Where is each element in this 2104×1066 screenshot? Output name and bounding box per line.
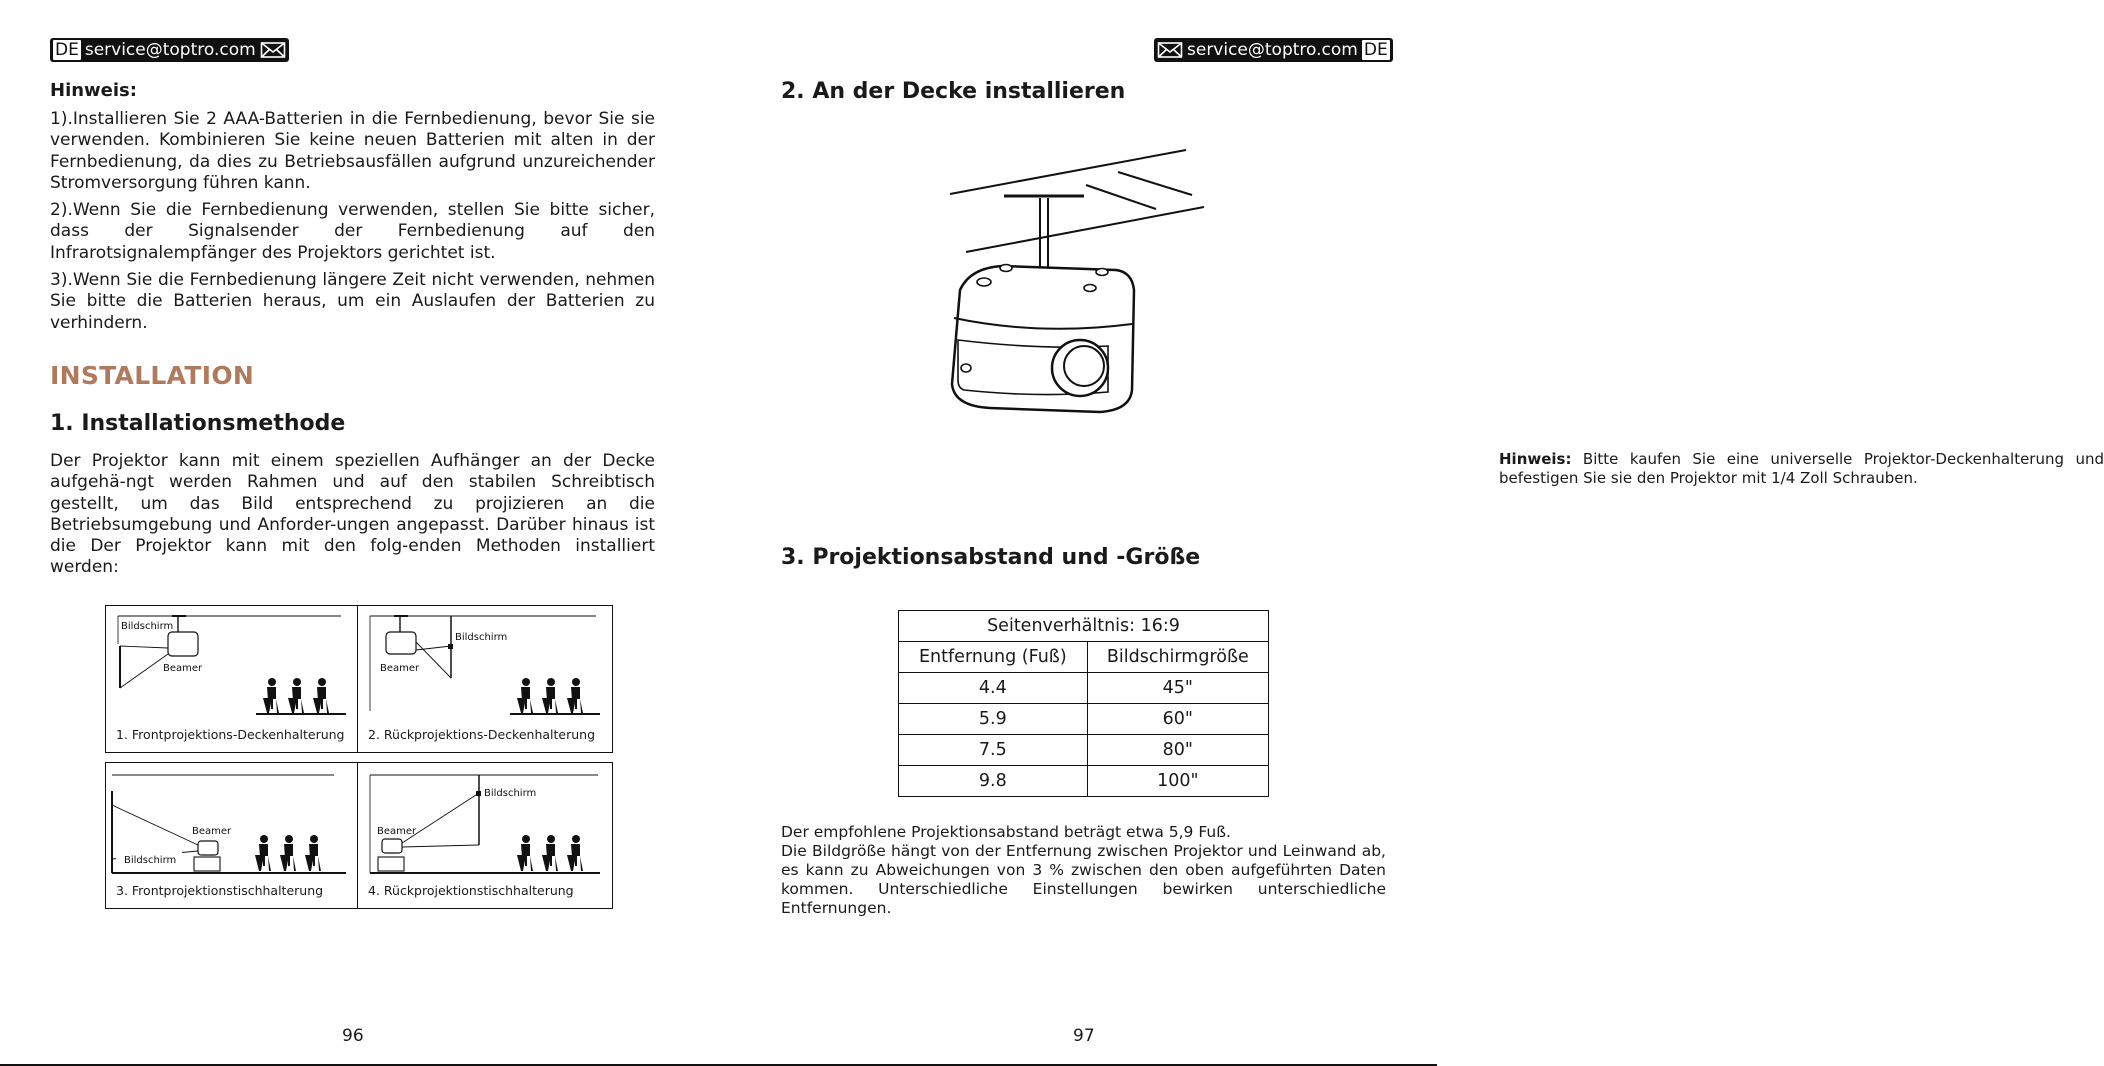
table-row bbox=[899, 735, 1269, 766]
ceiling-heading: 2. An der Decke installieren bbox=[781, 79, 1126, 104]
language-code: DE bbox=[1363, 40, 1388, 60]
method-heading: 1. Installationsmethode bbox=[50, 411, 346, 436]
method-text: Der Projektor kann mit einem speziellen Aufhänger an der Decke aufgehä-ngt werden Rahmen und auf den stabilen Schreibtisch gestellt, um das Bild entsprechend zu projizieren an die Betriebsumgebung und Anforder-ungen angepasst. Darüber hinaus ist die Der Projektor kann mit den folg-enden Methoden installiert werden: bbox=[50, 451, 655, 578]
table-row bbox=[899, 673, 1269, 704]
diagram-rear-ceiling bbox=[357, 605, 613, 753]
distance-text bbox=[781, 823, 1386, 918]
table-header-distance: Entfernung (Fuß) bbox=[899, 642, 1088, 673]
ceiling-projector-illustration bbox=[940, 140, 1220, 430]
screen-label: Bildschirm bbox=[484, 788, 537, 799]
audience-icon bbox=[255, 835, 321, 871]
size-cell: 45" bbox=[1087, 673, 1268, 704]
table-header-size: Bildschirmgröße bbox=[1087, 642, 1268, 673]
page-number-left: 96 bbox=[342, 1026, 364, 1046]
distance-heading: 3. Projektionsabstand und -Größe bbox=[781, 545, 1201, 570]
diagram-caption: 4. Rückprojektionstischhalterung bbox=[368, 883, 574, 898]
ceiling-note-label: Hinweis: bbox=[1499, 450, 1572, 468]
projector-label: Beamer bbox=[377, 826, 417, 837]
table-row bbox=[899, 704, 1269, 735]
projection-distance-table bbox=[898, 610, 1269, 797]
left-page bbox=[0, 0, 718, 1064]
note-2: 2).Wenn Sie die Fernbedienung verwenden, stellen Sie bitte sicher, dass der Signalsender der Fernbedienung auf den Infrarotsignalempfänger des Projektors gerichtet ist. bbox=[50, 200, 655, 263]
language-code: DE bbox=[55, 40, 79, 60]
contact-badge-right bbox=[1154, 38, 1393, 62]
envelope-icon bbox=[260, 41, 286, 59]
diagram-front-table bbox=[105, 762, 358, 909]
note-title: Hinweis: bbox=[50, 80, 137, 101]
diagram-caption: 2. Rückprojektions-Deckenhalterung bbox=[368, 727, 596, 742]
screen-label: Bildschirm bbox=[121, 621, 174, 632]
page-number-right: 97 bbox=[1073, 1026, 1095, 1046]
note-3: 3).Wenn Sie die Fernbedienung längere Zeit nicht verwenden, nehmen Sie bitte die Batterien heraus, um ein Auslaufen der Batterien zu verhindern. bbox=[50, 270, 655, 333]
projector-label: Beamer bbox=[380, 663, 420, 674]
audience-icon bbox=[517, 678, 583, 713]
table-title: Seitenverhältnis: 16:9 bbox=[899, 611, 1269, 642]
installation-diagrams bbox=[105, 605, 613, 909]
contact-email: service@toptro.com bbox=[1187, 40, 1358, 60]
projector-label: Beamer bbox=[192, 826, 232, 837]
diagram-front-ceiling bbox=[105, 605, 358, 753]
distance-cell: 7.5 bbox=[899, 735, 1088, 766]
size-cell: 80" bbox=[1087, 735, 1268, 766]
diagram-caption: 3. Frontprojektionstischhalterung bbox=[116, 883, 324, 898]
size-cell: 100" bbox=[1087, 766, 1268, 797]
envelope-icon bbox=[1157, 41, 1183, 59]
distance-text-1: Der empfohlene Projektionsabstand beträgt etwa 5,9 Fuß. bbox=[781, 823, 1231, 841]
contact-badge-left bbox=[50, 38, 289, 62]
distance-cell: 9.8 bbox=[899, 766, 1088, 797]
audience-icon bbox=[263, 678, 329, 713]
ceiling-note bbox=[1499, 450, 2104, 488]
projector-label: Beamer bbox=[163, 663, 203, 674]
ceiling-note-text: Bitte kaufen Sie eine universelle Projektor-Deckenhalterung und befestigen Sie sie den Projektor mit 1/4 Zoll Schrauben. bbox=[1499, 450, 2104, 487]
screen-label: Bildschirm bbox=[455, 632, 508, 643]
distance-text-2: Die Bildgröße hängt von der Entfernung zwischen Projektor und Leinwand ab, es kann zu Abweichungen von 3 % zwischen den oben aufgeführten Daten kommen. Unterschiedliche Einstellungen bewirken unterschiedliche Entfernungen. bbox=[781, 842, 1386, 917]
distance-cell: 4.4 bbox=[899, 673, 1088, 704]
screen-label: Bildschirm bbox=[124, 855, 177, 866]
audience-icon bbox=[517, 835, 583, 871]
diagram-caption: 1. Frontprojektions-Deckenhalterung bbox=[116, 727, 345, 742]
distance-cell: 5.9 bbox=[899, 704, 1088, 735]
diagram-rear-table bbox=[357, 762, 613, 909]
note-1: 1).Installieren Sie 2 AAA-Batterien in die Fernbedienung, bevor Sie sie verwenden. Kombinieren Sie keine neuen Batterien mit alten in der Fernbedienung, da dies zu Betriebsausfällen aufgrund unzureichender Stromversorgung führen kann. bbox=[50, 109, 655, 193]
contact-email: service@toptro.com bbox=[84, 40, 256, 60]
size-cell: 60" bbox=[1087, 704, 1268, 735]
section-title: INSTALLATION bbox=[50, 361, 255, 390]
table-row bbox=[899, 766, 1269, 797]
